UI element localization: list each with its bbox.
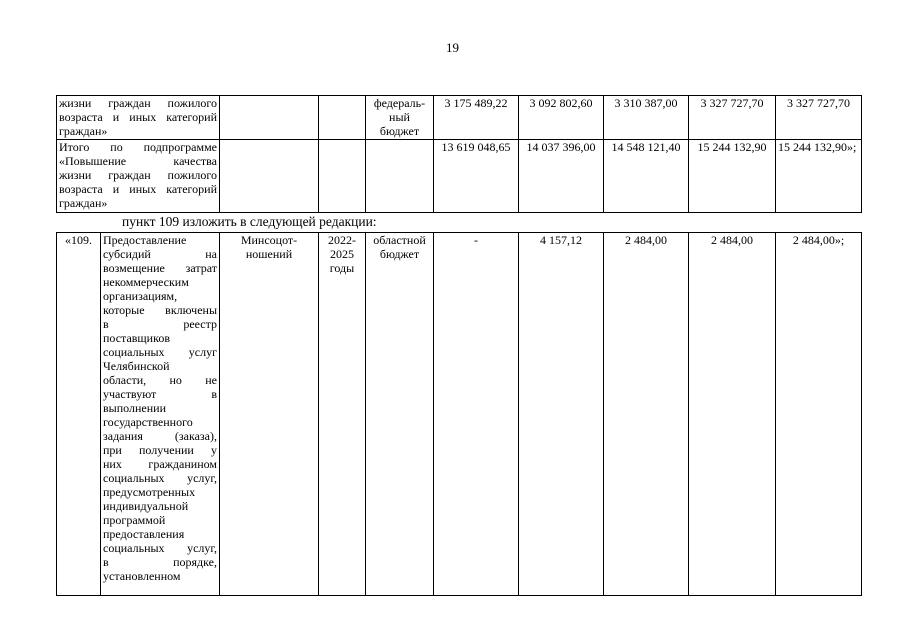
name-line: граждан» xyxy=(59,196,108,210)
period-cell xyxy=(319,233,366,596)
name-line: возмещение затрат xyxy=(103,261,217,275)
value-cell: 4 157,12 xyxy=(519,233,604,596)
name-line: участвуют в xyxy=(103,387,217,401)
name-line: предусмотренных xyxy=(103,485,196,499)
instruction-text: пункт 109 изложить в следующей редакции: xyxy=(122,214,377,229)
period-line: 2025 xyxy=(330,247,354,261)
name-line: социальных услуг xyxy=(103,345,217,359)
name-line: поставщиков xyxy=(103,331,170,345)
value-cell: 3 327 727,70 xyxy=(776,96,862,140)
name-line: социальных услуг, xyxy=(103,541,217,555)
source-line: федераль- xyxy=(373,96,426,110)
name-line: организациям, xyxy=(103,289,178,303)
name-line: индивидуальной xyxy=(103,499,189,513)
page-number: 19 xyxy=(446,40,459,55)
period-line: 2022- xyxy=(328,233,356,247)
table-row xyxy=(57,96,862,140)
value-cell: 3 310 387,00 xyxy=(604,96,689,140)
period-line: годы xyxy=(329,261,355,275)
name-line: программой xyxy=(103,513,166,527)
source-cell xyxy=(366,96,434,140)
source-line: бюджет xyxy=(379,247,420,261)
name-line: области, но не xyxy=(103,373,217,387)
executor-line: ношений xyxy=(245,247,293,261)
name-line: граждан» xyxy=(59,124,108,138)
row-name-cell xyxy=(101,233,220,596)
source-cell xyxy=(366,140,434,213)
name-line: при получении у xyxy=(103,443,217,457)
item-number-cell: «109. xyxy=(57,233,101,596)
table-row xyxy=(57,233,862,596)
budget-table-top xyxy=(56,95,862,213)
value-cell: 3 327 727,70 xyxy=(689,96,776,140)
source-cell xyxy=(366,233,434,596)
name-line: Челябинской xyxy=(103,359,170,373)
executor-cell xyxy=(220,96,319,140)
name-line: Предоставление xyxy=(103,233,187,247)
value-cell: 3 175 489,22 xyxy=(434,96,519,140)
period-cell xyxy=(319,96,366,140)
value-cell: 2 484,00 xyxy=(604,233,689,596)
name-line: задания (заказа), xyxy=(103,429,217,443)
name-line: Итого по подпрограмме xyxy=(59,140,217,154)
table-row xyxy=(57,140,862,213)
name-line: жизни граждан пожилого xyxy=(59,168,217,182)
value-cell: 15 244 132,90 xyxy=(689,140,776,213)
row-name-cell xyxy=(57,140,220,213)
value-cell: 15 244 132,90»; xyxy=(776,140,862,213)
executor-cell xyxy=(220,233,319,596)
name-line: установленном xyxy=(103,569,181,583)
name-line: выполнении xyxy=(103,401,166,415)
name-line: возраста и иных категорий xyxy=(59,110,217,124)
name-line: возраста и иных категорий xyxy=(59,182,217,196)
value-cell: 3 092 802,60 xyxy=(519,96,604,140)
source-line: областной xyxy=(373,233,426,247)
value-cell: 2 484,00 xyxy=(689,233,776,596)
name-line: государственного xyxy=(103,415,193,429)
name-line: в реестр xyxy=(103,317,217,331)
name-line: социальных услуг, xyxy=(103,471,217,485)
name-line: некоммерческим xyxy=(103,275,189,289)
name-line: субсидий на xyxy=(103,247,217,261)
row-name-cell xyxy=(57,96,220,140)
name-line: которые включены xyxy=(103,303,217,317)
value-cell: 13 619 048,65 xyxy=(434,140,519,213)
value-cell: 14 548 121,40 xyxy=(604,140,689,213)
executor-line: Минсоцот- xyxy=(240,233,298,247)
name-line: в порядке, xyxy=(103,555,217,569)
name-line: «Повышение качества xyxy=(59,154,217,168)
name-line: предоставления xyxy=(103,527,185,541)
value-cell: 2 484,00»; xyxy=(776,233,862,596)
period-cell xyxy=(319,140,366,213)
source-line: бюджет xyxy=(379,124,420,138)
value-cell: - xyxy=(434,233,519,596)
budget-table-bottom xyxy=(56,232,862,596)
source-line: ный xyxy=(389,110,410,124)
value-cell: 14 037 396,00 xyxy=(519,140,604,213)
name-line: жизни граждан пожилого xyxy=(59,96,217,110)
name-line: них гражданином xyxy=(103,457,217,471)
executor-cell xyxy=(220,140,319,213)
